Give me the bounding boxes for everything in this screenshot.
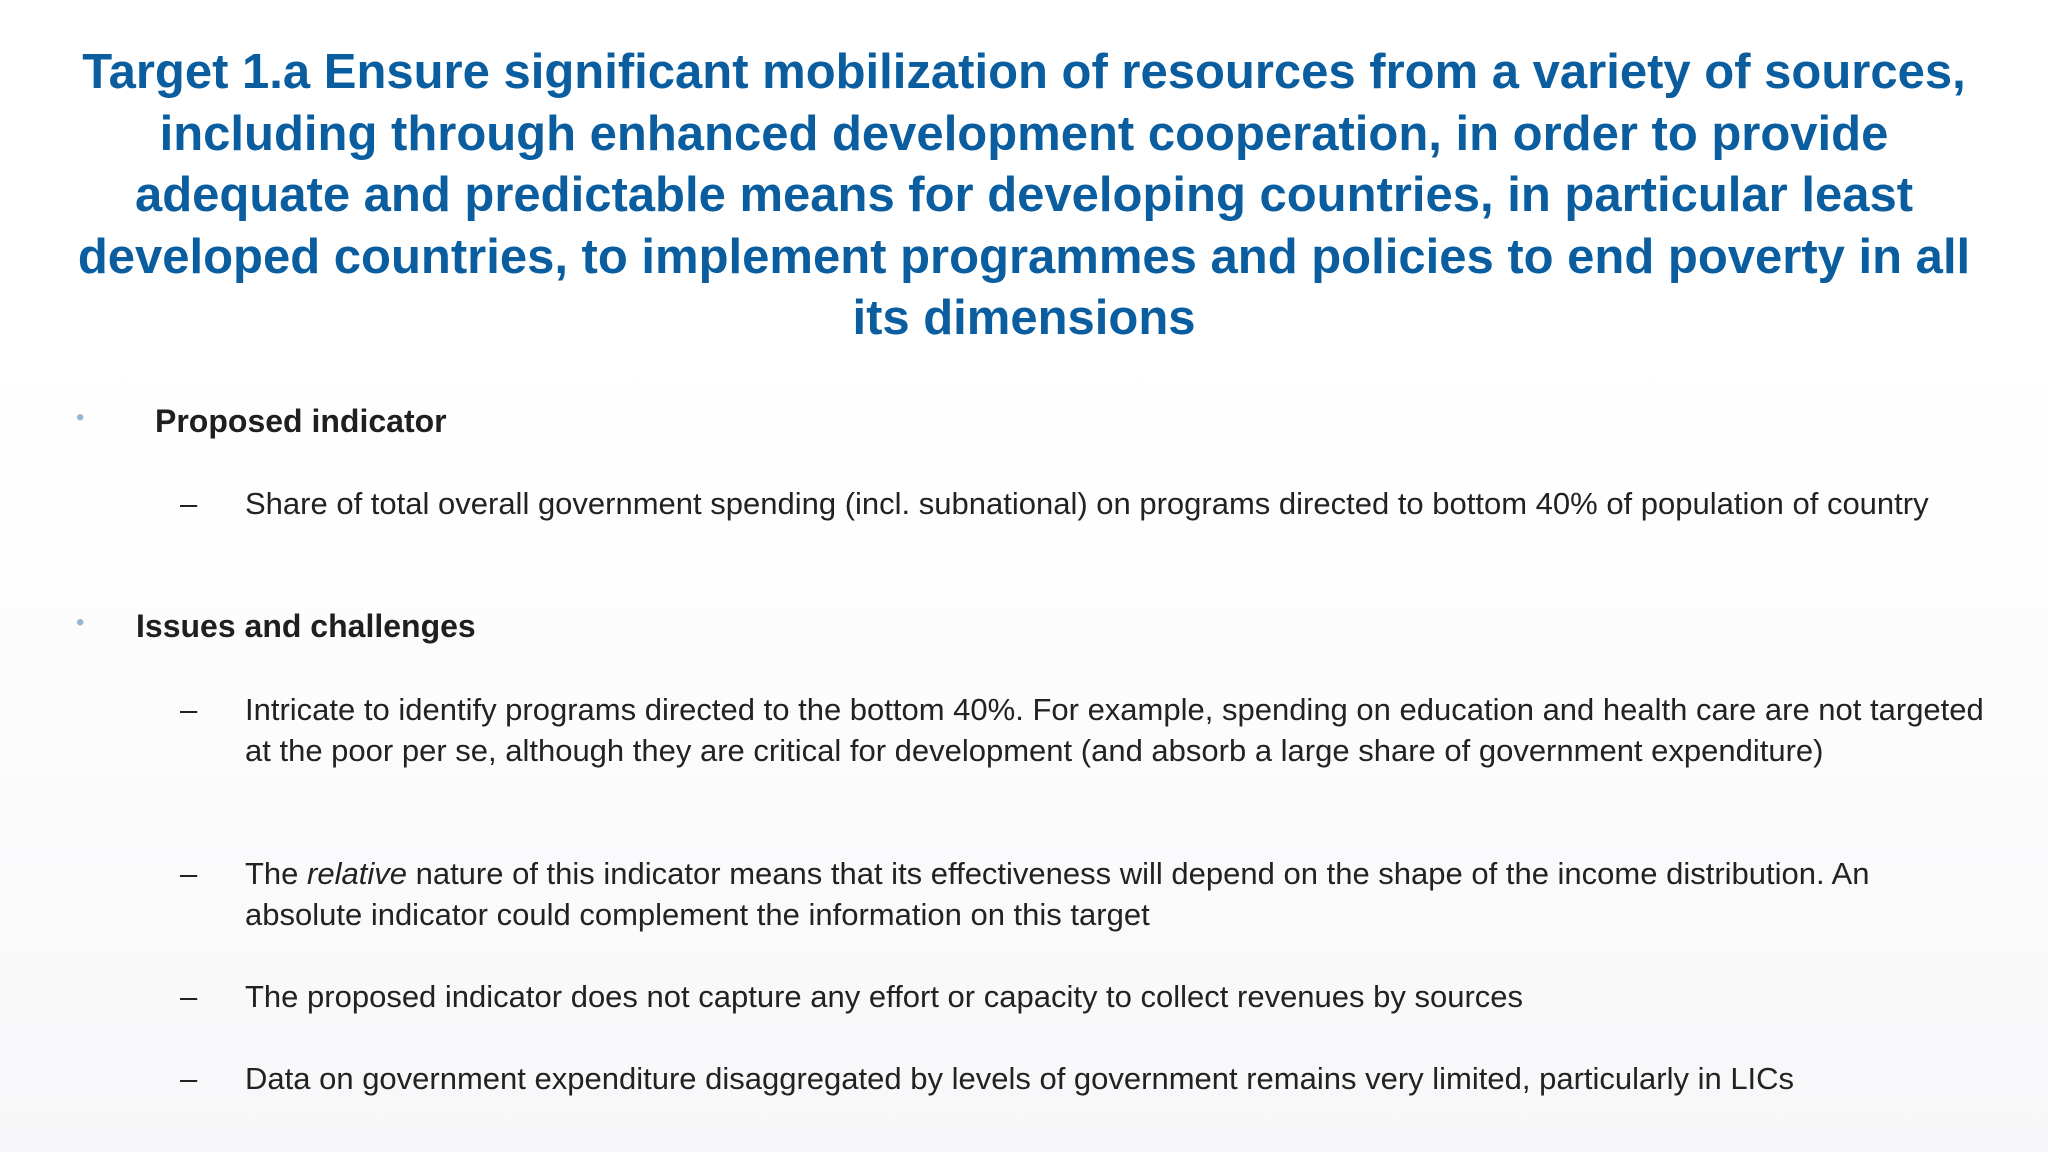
list-item-issue-2 bbox=[245, 853, 1985, 935]
list-item-issue-4: Data on government expenditure disaggregated by levels of government remains very limited, particularly in LICs bbox=[245, 1061, 1795, 1096]
dash-icon: – bbox=[180, 1061, 198, 1096]
dash-icon: – bbox=[180, 692, 198, 727]
section-heading-proposed-indicator: Proposed indicator bbox=[155, 403, 447, 439]
slide-title: Target 1.a Ensure significant mobilization of resources from a variety of sources, including through enhanced development cooperation, in order to provide adequate and predictable means for developing countries, in particular least developed countries, to implement programmes and policies to end poverty in all its dimensions bbox=[77, 45, 1971, 345]
list-item-issue-3: The proposed indicator does not capture any effort or capacity to collect revenues by sources bbox=[245, 979, 1524, 1014]
bullet-icon: • bbox=[76, 609, 85, 636]
list-item-issue-1: Intricate to identify programs directed to the bottom 40%. For example, spending on education and health care are not targeted at the poor per se, although they are critical for development (and absorb a large share of government expenditure) bbox=[245, 692, 1984, 768]
issue-2-emphasis: relative bbox=[307, 856, 407, 891]
list-item-proposed-indicator: Share of total overall government spending (incl. subnational) on programs directed to bottom 40% of population of country bbox=[245, 486, 1929, 521]
dash-icon: – bbox=[180, 486, 198, 521]
dash-icon: – bbox=[180, 856, 198, 891]
dash-icon: – bbox=[180, 979, 198, 1014]
issue-2-prefix: The bbox=[245, 856, 308, 891]
issue-2-suffix: nature of this indicator means that its effectiveness will depend on the shape of the income distribution. An absolute indicator could complement the information on this target bbox=[245, 856, 1870, 932]
section-heading-issues-and-challenges: Issues and challenges bbox=[136, 608, 476, 644]
bullet-icon: • bbox=[76, 404, 85, 431]
